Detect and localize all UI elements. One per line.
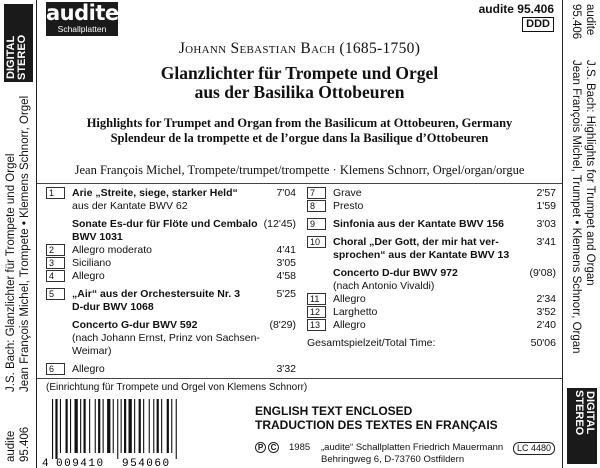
- digital-stereo-badge-right: DIGITAL STEREO: [567, 388, 597, 464]
- divider-top: [37, 183, 562, 184]
- copyright-year: 1985: [289, 442, 311, 453]
- track-number: 6: [46, 363, 65, 375]
- track-title: Allegro: [72, 270, 105, 282]
- barcode-bar: [80, 399, 81, 453]
- barcode-bar: [70, 399, 71, 453]
- phonogram-symbol: P: [255, 442, 266, 453]
- track-number: 1: [46, 187, 65, 199]
- divider-bottom: [37, 378, 562, 379]
- spine-text-right: J.S. Bach: Highlights for Trumpet and Organ Jean François Michel, Trumpet • Klemens Schnorr, Organ: [570, 60, 596, 354]
- barcode-bar: [129, 399, 132, 453]
- barcode-bar: [143, 399, 144, 453]
- publisher-address: Behringweg 6, D-73760 Ostfildern: [321, 454, 465, 465]
- track-title: sprochen“ aus der Kantate BWV 13: [333, 249, 510, 261]
- track-number: 5: [46, 288, 65, 300]
- track-row: [46, 301, 296, 314]
- barcode-bar: [167, 399, 169, 453]
- track-duration: 3'41: [536, 236, 556, 248]
- track-duration: 3'03: [536, 218, 556, 230]
- track-row: [307, 187, 556, 200]
- track-row: [46, 187, 296, 200]
- track-number: 2: [46, 244, 65, 256]
- track-title: Allegro moderato: [72, 244, 152, 256]
- track-duration: (9'08): [529, 267, 556, 279]
- track-title: Concerto G-dur BWV 592: [72, 319, 198, 331]
- track-duration: 50'06: [530, 337, 556, 349]
- track-title: (nach Antonio Vivaldi): [333, 280, 435, 292]
- publisher-name: „audite“ Schallplatten Friedrich Mauermann: [321, 442, 504, 453]
- text-enclosed-note: ENGLISH TEXT ENCLOSED TRADUCTION DES TEXTES EN FRANÇAIS: [255, 404, 498, 432]
- track-title: BWV 1031: [72, 231, 123, 243]
- track-duration: 3'52: [536, 306, 556, 318]
- track-row: [307, 236, 556, 249]
- barcode-digits-right: 954060: [122, 458, 171, 468]
- track-duration: 2'34: [536, 293, 556, 305]
- track-title: (nach Johann Ernst, Prinz von Sachsen-: [72, 332, 260, 344]
- track-duration: 5'25: [276, 288, 296, 300]
- barcode-digit-first: 4: [42, 458, 49, 468]
- barcode-bar: [52, 399, 53, 459]
- track-title: Allegro: [72, 363, 105, 375]
- track-row: [46, 332, 296, 345]
- track-row: [307, 280, 556, 293]
- barcode-bar: [55, 399, 57, 459]
- track-row: [307, 306, 556, 319]
- track-number: 10: [307, 236, 326, 248]
- track-row: [46, 231, 296, 244]
- album-title: Glanzlichter für Trompete und Orgel aus der Basilika Ottobeuren: [160, 63, 439, 102]
- track-duration: 4'41: [276, 244, 296, 256]
- track-title: Sinfonia aus der Kantate BWV 156: [333, 218, 504, 230]
- barcode-bar: [98, 399, 100, 453]
- track-row: [307, 218, 556, 231]
- track-row: [46, 319, 296, 332]
- catalog-number: audite 95.406: [478, 2, 554, 16]
- track-number: 8: [307, 200, 326, 212]
- track-title: Presto: [333, 200, 364, 212]
- track-number: 11: [307, 293, 326, 305]
- barcode-bar: [103, 399, 104, 453]
- left-spine: [0, 0, 37, 468]
- barcode-bar: [84, 399, 86, 453]
- track-row: [46, 257, 296, 270]
- label-code: LC 4480: [513, 442, 555, 455]
- track-title: Weimar): [72, 345, 112, 357]
- track-number: 7: [307, 187, 326, 199]
- spine-catno-left: audite 95.406: [5, 426, 31, 462]
- track-number: 4: [46, 270, 65, 282]
- barcode-bar: [139, 399, 141, 453]
- barcode-bar: [75, 399, 78, 453]
- spine-catno-right: audite 95.406: [570, 4, 596, 40]
- copyright-symbol: C: [268, 442, 279, 453]
- barcode-bar: [149, 399, 150, 453]
- composer-heading: Johann Sebastian Bach (1685-1750): [178, 40, 421, 57]
- barcode-bar: [121, 399, 122, 453]
- track-title: Siciliano: [72, 257, 112, 269]
- track-title: D-dur BWV 1068: [72, 301, 154, 313]
- track-title: aus der Kantate BWV 62: [72, 200, 188, 212]
- barcode-bar: [124, 399, 126, 453]
- barcode-bar: [161, 399, 162, 453]
- track-duration: (12'45): [263, 218, 296, 230]
- track-row: [46, 363, 296, 376]
- barcode-bar: [157, 399, 159, 453]
- track-title: Arie „Streite, siege, starker Held“: [72, 187, 238, 199]
- barcode-digits-left: 009410: [56, 458, 105, 468]
- barcode-bar: [113, 399, 114, 453]
- barcode-bar: [171, 399, 172, 453]
- track-duration: 2'40: [536, 319, 556, 331]
- track-title: Allegro: [333, 319, 366, 331]
- performers-line: Jean François Michel, Trompete/trumpet/trompette · Klemens Schnorr, Orgel/organ/orgue: [74, 163, 525, 177]
- track-duration: 4'58: [276, 270, 296, 282]
- barcode: [40, 397, 195, 468]
- track-title: Larghetto: [333, 306, 378, 318]
- track-duration: 1'59: [536, 200, 556, 212]
- right-spine: [562, 0, 600, 468]
- track-title: Allegro: [333, 293, 366, 305]
- track-row: [307, 319, 556, 332]
- track-duration: (8'29): [269, 319, 296, 331]
- ddd-badge: DDD: [522, 17, 554, 32]
- track-duration: 7'04: [276, 187, 296, 199]
- track-number: 3: [46, 257, 65, 269]
- album-subtitle: Highlights for Trumpet and Organ from the Basilicum at Ottobeuren, Germany Splendeur de la trompette et de l’orgue dans la Basilique d’Ottobeuren: [86, 116, 513, 145]
- track-row: [46, 244, 296, 257]
- track-title: „Air“ aus der Orchestersuite Nr. 3: [72, 288, 241, 300]
- track-row: [307, 249, 556, 262]
- barcode-bar: [176, 399, 177, 459]
- track-title: Choral „Der Gott, der mir hat ver-: [333, 236, 499, 248]
- track-title: Sonate Es-dur für Flöte und Cembalo: [72, 218, 258, 230]
- track-row: [307, 267, 556, 280]
- barcode-bar: [117, 399, 118, 459]
- track-row: [46, 345, 296, 358]
- track-number: 9: [307, 218, 326, 230]
- track-row: [46, 288, 296, 301]
- track-title: Gesamtspielzeit/Total Time:: [307, 337, 436, 349]
- track-duration: 3'05: [276, 257, 296, 269]
- track-row: [307, 293, 556, 306]
- barcode-bar: [107, 399, 110, 453]
- arrangement-note: (Einrichtung für Trompete und Orgel von Klemens Schnorr): [46, 382, 308, 393]
- track-row: [46, 200, 296, 213]
- track-row: [46, 270, 296, 283]
- track-row: [307, 337, 556, 350]
- digital-stereo-badge-left: DIGITAL STEREO: [4, 4, 33, 82]
- track-title: Concerto D-dur BWV 972: [333, 267, 458, 279]
- barcode-bar: [66, 399, 68, 453]
- spine-text-left: J.S. Bach: Glanzlichter für Trompete und Orgel Jean François Michel, Trompete • Klemens Schnorr, Orgel: [5, 95, 31, 392]
- track-number: 13: [307, 319, 326, 331]
- track-row: [307, 200, 556, 213]
- barcode-bar: [95, 399, 96, 453]
- barcode-bar: [153, 399, 154, 453]
- track-duration: 3'32: [276, 363, 296, 375]
- track-duration: 2'57: [536, 187, 556, 199]
- barcode-bar: [134, 399, 135, 453]
- audite-logo: audite Schallplatten: [46, 1, 119, 34]
- barcode-bar: [89, 399, 90, 453]
- track-number: 12: [307, 306, 326, 318]
- track-title: Grave: [333, 187, 362, 199]
- barcode-bar: [60, 399, 61, 453]
- track-row: [46, 218, 296, 231]
